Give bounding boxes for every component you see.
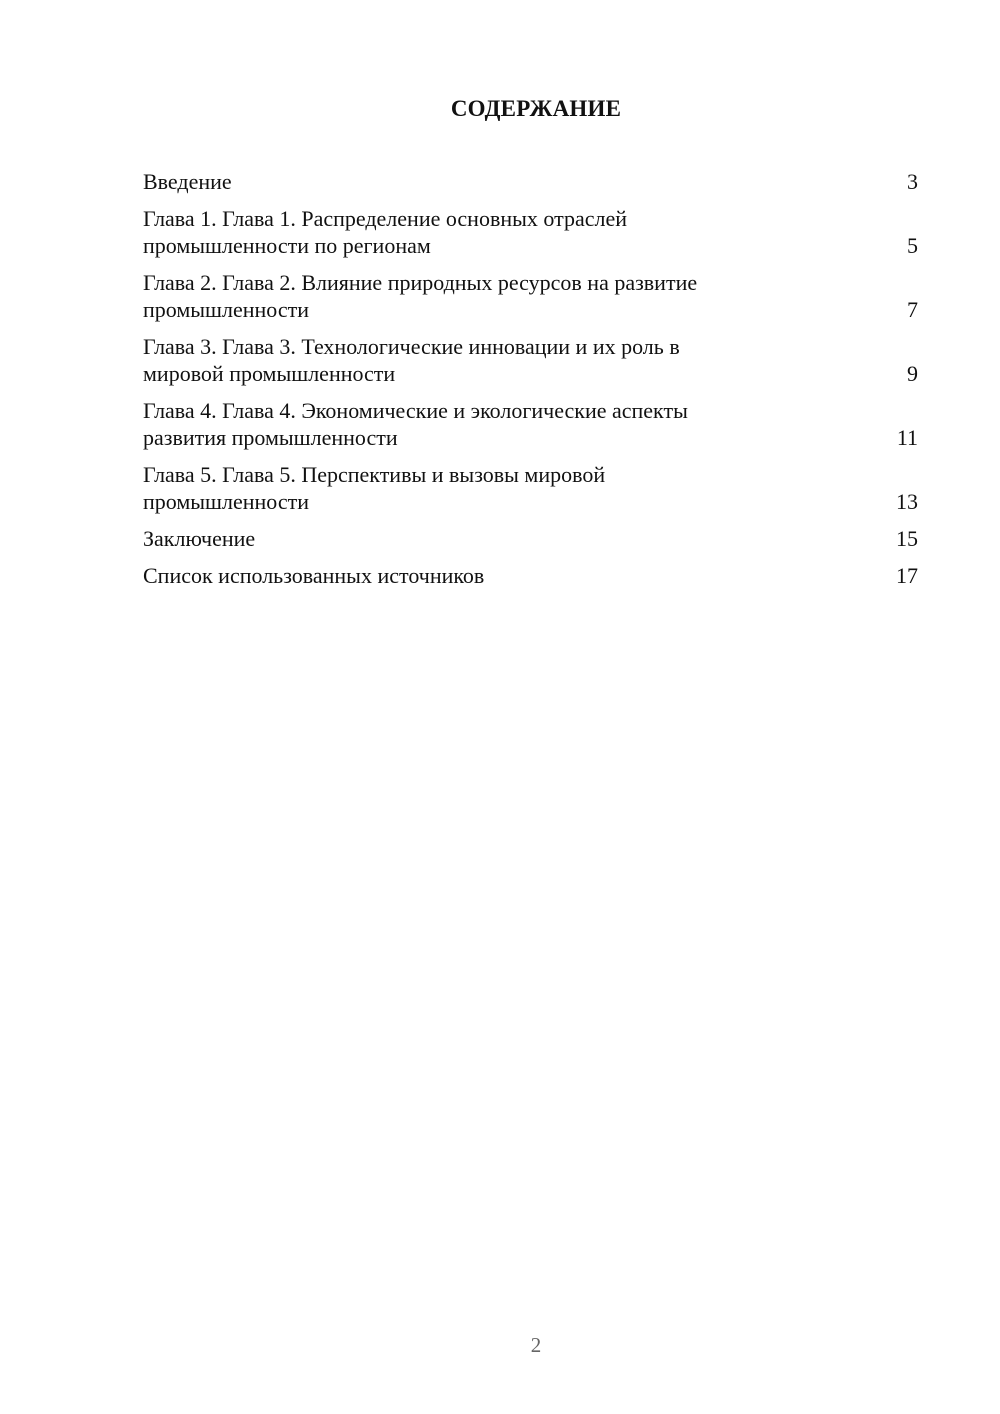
- toc-entry-title-line: Заключение: [143, 526, 256, 551]
- toc-entry-title: [143, 461, 793, 515]
- toc-entry-title: [143, 269, 793, 323]
- toc-entry-page: 11: [896, 425, 918, 450]
- toc-entry-introduction: [143, 168, 918, 195]
- toc-entry-page: 3: [907, 169, 918, 194]
- toc-entry-chapter-4: [143, 397, 918, 451]
- toc-entry-title-line: промышленности: [143, 297, 309, 322]
- toc-entry-page: 9: [907, 361, 918, 386]
- toc-entry-page: 7: [907, 297, 918, 322]
- toc-entry-conclusion: [143, 525, 918, 552]
- toc-entry-chapter-5: [143, 461, 918, 515]
- toc-entry-title: [143, 525, 793, 552]
- toc-entry-title: [143, 562, 793, 589]
- toc-entry-title-line: промышленности: [143, 489, 309, 514]
- table-of-contents: [143, 168, 918, 599]
- toc-entry-chapter-1: [143, 205, 918, 259]
- toc-entry-title-line: мировой промышленности: [143, 361, 396, 386]
- toc-entry-title-line: Глава 5. Глава 5. Перспективы и вызовы мировой: [143, 462, 606, 487]
- toc-entry-chapter-3: [143, 333, 918, 387]
- toc-entry-chapter-2: [143, 269, 918, 323]
- page-number: 2: [530, 1333, 542, 1357]
- toc-entry-page: 15: [896, 526, 918, 551]
- toc-entry-title-line: Глава 4. Глава 4. Экономические и экологические аспекты: [143, 398, 688, 423]
- toc-entry-page: 5: [907, 233, 918, 258]
- toc-entry-title: [143, 397, 793, 451]
- toc-entry-title: [143, 205, 793, 259]
- toc-entry-title: [143, 168, 793, 195]
- toc-entry-title: [143, 333, 793, 387]
- page-title: СОДЕРЖАНИЕ: [450, 96, 622, 121]
- toc-entry-references: [143, 562, 918, 589]
- toc-entry-title-line: промышленности по регионам: [143, 233, 431, 258]
- toc-entry-title-line: Глава 2. Глава 2. Влияние природных ресурсов на развитие: [143, 270, 698, 295]
- toc-entry-title-line: Глава 1. Глава 1. Распределение основных отраслей: [143, 206, 628, 231]
- toc-entry-title-line: Введение: [143, 169, 232, 194]
- toc-entry-title-line: Глава 3. Глава 3. Технологические инновации и их роль в: [143, 334, 680, 359]
- toc-entry-page: 17: [896, 563, 918, 588]
- toc-entry-title-line: развития промышленности: [143, 425, 398, 450]
- toc-entry-title-line: Список использованных источников: [143, 563, 485, 588]
- toc-entry-page: 13: [896, 489, 918, 514]
